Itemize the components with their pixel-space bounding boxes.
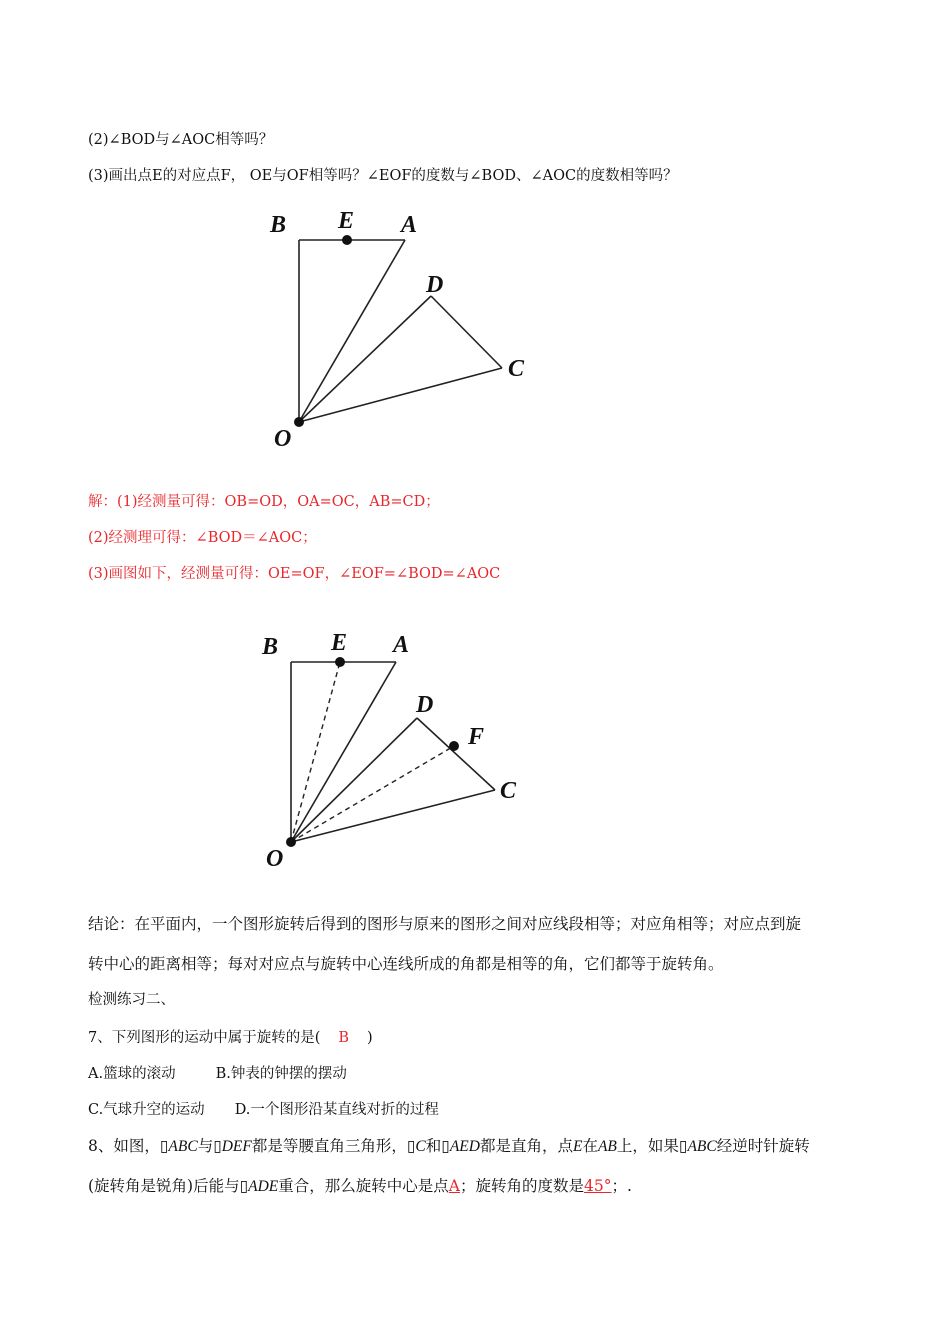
label-o: O	[266, 846, 284, 872]
question-7-text: 7、下列图形的运动中属于旋转的是(	[88, 1030, 321, 1046]
q8-text: 和	[425, 1137, 442, 1155]
triangle-symbol-icon: ▯	[239, 1177, 249, 1195]
question-7-stem	[88, 1026, 373, 1047]
q8-def: DEF	[221, 1138, 252, 1155]
solution-3: (3)画图如下，经测量可得：OE=OF，∠EOF=∠BOD=∠AOC	[88, 566, 501, 582]
triangle-symbol-icon: ▯	[678, 1137, 688, 1155]
q8-text: 8、如图，	[88, 1137, 160, 1155]
q8-text: 都是等腰直角三角形，	[251, 1137, 407, 1155]
label-a: A	[401, 212, 418, 238]
question-7-options-ab	[88, 1062, 347, 1083]
section-heading: 检测练习二、	[88, 992, 175, 1008]
figure-1	[260, 200, 550, 460]
angle-symbol-icon: ▯	[406, 1137, 416, 1155]
figure-2	[250, 622, 550, 872]
q8-ade: ADE	[248, 1178, 279, 1195]
question-7-options-cd	[88, 1098, 439, 1119]
option-d: D.一个图形沿某直线对折的过程	[234, 1102, 439, 1118]
q8-abc: ABC	[168, 1138, 198, 1155]
q8-c: C	[415, 1138, 426, 1155]
label-c: C	[508, 356, 525, 382]
conclusion-line-2: 转中心的距离相等；每对对应点与旋转中心连线所成的角都是相等的角，它们都等于旋转角。	[88, 955, 724, 973]
option-b: B.钟表的钟摆的摆动	[215, 1066, 347, 1082]
q8-text: 都是直角，点	[479, 1137, 573, 1155]
q8-ab: AB	[597, 1138, 617, 1155]
conclusion-line-1: 结论：在平面内，一个图形旋转后得到的图形与原来的图形之间对应线段相等；对应角相等；对应点到旋	[88, 915, 802, 933]
solution-1: 解：(1)经测量可得：OB=OD，OA=OC，AB=CD；	[88, 494, 440, 510]
question-3: (3)画出点E的对应点F， OE与OF相等吗？∠EOF的度数与∠BOD、∠AOC的度数相等吗？	[88, 168, 678, 184]
q8-text: 与	[197, 1137, 214, 1155]
q8-text: ；旋转角的度数是	[460, 1177, 585, 1195]
question-2: (2)∠BOD与∠AOC相等吗？	[88, 132, 274, 148]
q8-text: ；.	[611, 1177, 632, 1195]
q8-text: 经逆时针旋转	[716, 1137, 810, 1155]
label-e: E	[331, 630, 348, 656]
point-f	[449, 741, 459, 751]
q8-text: 在	[582, 1137, 598, 1155]
triangle-symbol-icon: ▯	[213, 1137, 222, 1155]
label-e: E	[338, 208, 355, 234]
label-f: F	[468, 724, 485, 750]
label-d: D	[416, 692, 434, 718]
angle-symbol-icon: ▯	[441, 1137, 450, 1155]
question-7-answer: B	[338, 1030, 350, 1046]
option-a: A.篮球的滚动	[88, 1066, 176, 1082]
q8-angle-answer: 45°	[584, 1177, 612, 1195]
point-e	[335, 657, 345, 667]
q8-text: 重合，那么旋转中心是点	[278, 1177, 449, 1195]
question-8-line-1	[88, 1134, 810, 1156]
q8-text: 上，如果	[616, 1137, 679, 1155]
q8-abc: ABC	[687, 1138, 717, 1155]
label-b: B	[270, 212, 287, 238]
q8-center-answer: A	[448, 1177, 460, 1195]
label-o: O	[274, 426, 292, 452]
label-c: C	[500, 778, 517, 804]
question-7-close: )	[367, 1030, 373, 1046]
q8-e: E	[572, 1138, 583, 1155]
point-o	[286, 837, 296, 847]
point-e	[342, 235, 352, 245]
point-o	[294, 417, 304, 427]
triangle-symbol-icon: ▯	[159, 1137, 169, 1155]
solution-2: (2)经测理可得：∠BOD＝∠AOC；	[88, 530, 317, 546]
question-8-line-2	[88, 1174, 632, 1196]
label-b: B	[262, 634, 279, 660]
q8-aed: AED	[449, 1138, 480, 1155]
option-c: C.气球升空的运动	[88, 1102, 205, 1118]
label-d: D	[426, 272, 444, 298]
label-a: A	[393, 632, 410, 658]
q8-text: (旋转角是锐角)后能与	[88, 1177, 240, 1195]
